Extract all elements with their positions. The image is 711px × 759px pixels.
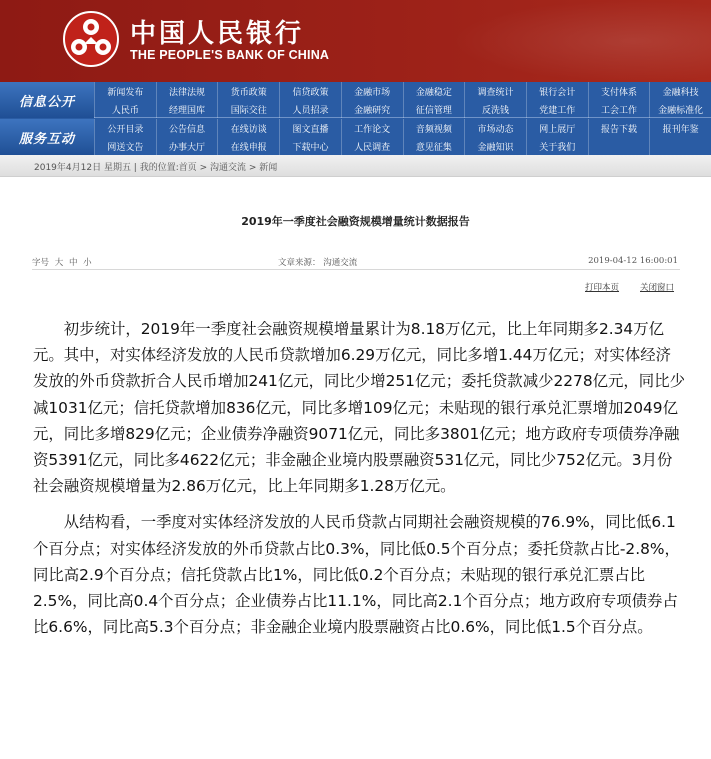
nav-link[interactable]: 报刊年鉴 xyxy=(649,119,711,137)
article xyxy=(0,178,711,759)
nav-link[interactable]: 信贷政策 xyxy=(279,82,341,100)
nav-section-service xyxy=(0,119,711,155)
nav-link[interactable]: 调查统计 xyxy=(464,82,526,100)
nav-link[interactable]: 党建工作 xyxy=(526,100,588,118)
nav-empty-cell xyxy=(649,137,711,155)
nav-section-title[interactable]: 信息公开 xyxy=(0,82,94,118)
close-window-link[interactable]: 关闭窗口 xyxy=(640,283,675,293)
brand-name-cn: 中国人民银行 xyxy=(130,19,305,49)
article-meta xyxy=(32,254,680,270)
nav-section-title[interactable]: 服务互动 xyxy=(0,119,94,155)
font-size-large-link[interactable]: 大 xyxy=(54,258,64,268)
nav-link[interactable]: 国际交往 xyxy=(217,100,279,118)
font-size-control xyxy=(32,256,92,268)
nav-link[interactable]: 反洗钱 xyxy=(464,100,526,118)
nav-link[interactable]: 音频视频 xyxy=(403,119,465,137)
main-nav xyxy=(0,82,711,155)
article-body xyxy=(33,316,685,650)
nav-link[interactable]: 网送文告 xyxy=(94,137,156,155)
site-header xyxy=(0,0,711,82)
nav-link[interactable]: 意见征集 xyxy=(403,137,465,155)
print-link[interactable]: 打印本页 xyxy=(585,283,620,293)
breadcrumb[interactable]: 2019年4月12日 星期五 | 我的位置:首页 > 沟通交流 > 新闻 xyxy=(34,163,278,173)
article-paragraph: 从结构看，一季度对实体经济发放的人民币贷款占同期社会融资规模的76.9%，同比低6.1个百分点；对实体经济发放的外币贷款占比0.3%，同比低0.5个百分点；委托贷款占比-2.8%，同比高2.9个百分点；信托贷款占比1%，同比低0.2个百分点；未贴现的银行承兑汇票占比2.5%，同比高0.4个百分点；企业债券占比11.1%，同比高2.1个百分点；地方政府专项债券占比6.6%，同比高5.3个百分点；非金融企业境内股票融资占比0.6%，同比低1.5个百分点。 xyxy=(33,513,680,637)
nav-link[interactable]: 金融科技 xyxy=(649,82,711,100)
nav-link[interactable]: 办事大厅 xyxy=(156,137,218,155)
nav-link[interactable]: 金融研究 xyxy=(341,100,403,118)
nav-link[interactable]: 经理国库 xyxy=(156,100,218,118)
article-source: 文章来源： 沟通交流 xyxy=(278,258,358,268)
font-size-medium-link[interactable]: 中 xyxy=(68,258,78,268)
nav-section-info xyxy=(0,82,711,118)
brand-name-en: THE PEOPLE'S BANK OF CHINA xyxy=(130,48,330,62)
breadcrumb-bar xyxy=(0,155,711,177)
nav-link[interactable]: 图文直播 xyxy=(279,119,341,137)
nav-link[interactable]: 下载中心 xyxy=(279,137,341,155)
nav-link[interactable]: 工会工作 xyxy=(588,100,650,118)
nav-link[interactable]: 新闻发布 xyxy=(94,82,156,100)
nav-link[interactable]: 报告下载 xyxy=(588,119,650,137)
nav-link[interactable]: 网上展厅 xyxy=(526,119,588,137)
nav-link[interactable]: 在线申报 xyxy=(217,137,279,155)
nav-link[interactable]: 在线访谈 xyxy=(217,119,279,137)
nav-link[interactable]: 人民币 xyxy=(94,100,156,118)
nav-link[interactable]: 支付体系 xyxy=(588,82,650,100)
nav-link[interactable]: 法律法规 xyxy=(156,82,218,100)
nav-link[interactable]: 银行会计 xyxy=(526,82,588,100)
article-paragraph: 初步统计，2019年一季度社会融资规模增量累计为8.18万亿元，比上年同期多2.34万亿元。其中，对实体经济发放的人民币贷款增加6.29万亿元，同比多增1.44万亿元；对实体经济发放的外币贷款折合人民币增加241亿元，同比少增251亿元；委托贷款减少2278亿元，同比少减1031亿元；信托贷款增加836亿元，同比多增109亿元；未贴现的银行承兑汇票增加2049亿元，同比多增829亿元；企业债券净融资9071亿元，同比多3801亿元；地方政府专项债券净融资5391亿元，同比多4622亿元；非金融企业境内股票融资531亿元，同比少752亿元。3月份社会融资规模增量为2.86万亿元，比上年同期多1.28万亿元。 xyxy=(33,320,685,496)
nav-link[interactable]: 人民调查 xyxy=(341,137,403,155)
nav-link[interactable]: 金融稳定 xyxy=(403,82,465,100)
nav-link[interactable]: 工作论文 xyxy=(341,119,403,137)
nav-link[interactable]: 金融市场 xyxy=(341,82,403,100)
nav-link[interactable]: 金融标准化 xyxy=(649,100,711,118)
article-title: 2019年一季度社会融资规模增量统计数据报告 xyxy=(241,215,470,228)
nav-grid xyxy=(94,119,711,155)
nav-link[interactable]: 人员招录 xyxy=(279,100,341,118)
nav-link[interactable]: 金融知识 xyxy=(464,137,526,155)
font-size-small-link[interactable]: 小 xyxy=(83,258,92,268)
pboc-logo-icon[interactable] xyxy=(62,10,120,68)
nav-link[interactable]: 征信管理 xyxy=(403,100,465,118)
nav-empty-cell xyxy=(588,137,650,155)
nav-link[interactable]: 货币政策 xyxy=(217,82,279,100)
font-size-label: 字号 xyxy=(32,258,50,268)
nav-grid xyxy=(94,82,711,118)
nav-link[interactable]: 关于我们 xyxy=(526,137,588,155)
nav-link[interactable]: 市场动态 xyxy=(464,119,526,137)
article-date: 2019-04-12 16:00:01 xyxy=(588,256,678,266)
nav-link[interactable]: 公告信息 xyxy=(156,119,218,137)
nav-link[interactable]: 公开目录 xyxy=(94,119,156,137)
